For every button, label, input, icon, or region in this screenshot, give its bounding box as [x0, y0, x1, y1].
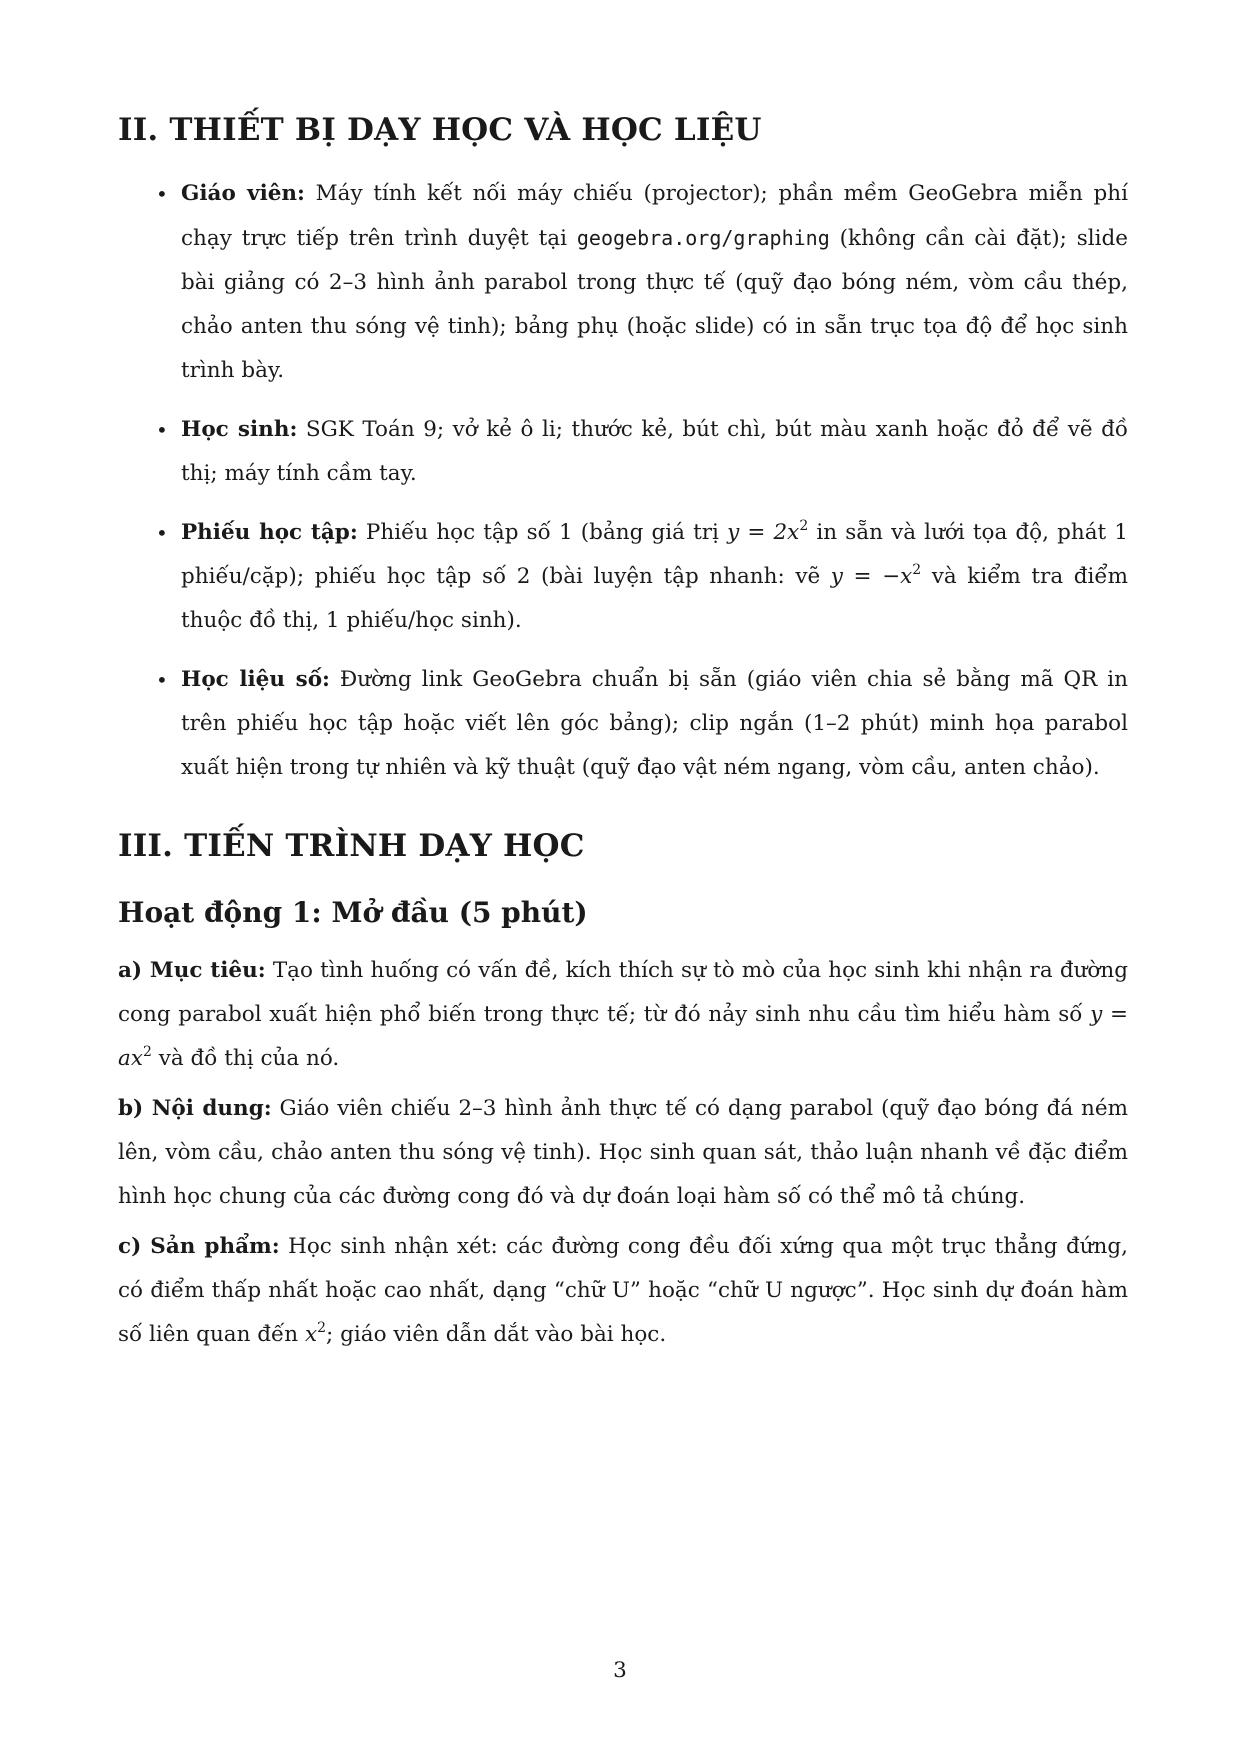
section-heading-process: III. TIẾN TRÌNH DẠY HỌC	[118, 828, 585, 864]
item-lead: Học sinh:	[181, 417, 298, 442]
list-item-digital	[118, 658, 1128, 790]
item-text: SGK Toán 9; vở kẻ ô li; thước kẻ, bút chì, bút màu xanh hoặc đỏ để vẽ đồ thị; máy tính cầm tay.	[181, 417, 1128, 486]
list-item-worksheet	[118, 511, 1128, 643]
equipment-list	[118, 172, 1128, 790]
section-heading-equipment: II. THIẾT BỊ DẠY HỌC VÀ HỌC LIỆU	[118, 112, 762, 148]
item-lead: Giáo viên:	[181, 181, 305, 206]
bullet-icon: •	[156, 418, 168, 442]
formula: $y = 2x^2$	[727, 518, 809, 545]
bullet-icon: •	[156, 668, 168, 692]
content-lead: b) Nội dung:	[118, 1096, 272, 1121]
goal-lead: a) Mục tiêu:	[118, 958, 266, 983]
product-paragraph: c) Sản phẩm: Học sinh nhận xét: các đường cong đều đối xứng qua một trục thẳng đứng, có điểm thấp nhất hoặc cao nhất, dạng “chữ U” hoặc “chữ U ngược”. Học sinh dự đoán hàm số liên quan đến $x^2$; giáo viên dẫn dắt vào bài học.	[118, 1234, 1128, 1347]
list-item-teacher	[118, 172, 1128, 393]
formula: $x^2$	[304, 1320, 327, 1347]
page-content	[118, 112, 1128, 1363]
geogebra-url: geogebra.org/graphing	[576, 226, 830, 250]
formula: $y = -x^2$	[830, 562, 922, 589]
item-lead: Học liệu số:	[181, 667, 330, 692]
bullet-icon: •	[156, 182, 168, 206]
list-item-student	[118, 408, 1128, 496]
item-text: in sẵn và lưới tọa độ, phát 1 phiếu/cặp); phiếu học tập số 2 (bài luyện tập nhanh: vẽ	[181, 520, 1128, 589]
item-text: và kiểm tra điểm thuộc đồ thị, 1 phiếu/học sinh).	[181, 564, 1128, 633]
item-text: Đường link GeoGebra chuẩn bị sẵn (giáo viên chia sẻ bằng mã QR in trên phiếu học tập hoặc viết lên góc bảng); clip ngắn (1–2 phút) minh họa parabol xuất hiện trong tự nhiên và kỹ thuật (quỹ đạo vật ném ngang, vòm cầu, anten chảo).	[181, 667, 1128, 780]
item-text: (không cần cài đặt); slide bài giảng có 2–3 hình ảnh parabol trong thực tế (quỹ đạo bóng ném, vòm cầu thép, chảo anten thu sóng vệ tinh); bảng phụ (hoặc slide) có in sẵn trục tọa độ để học sinh trình bày.	[181, 226, 1128, 383]
goal-paragraph: a) Mục tiêu: Tạo tình huống có vấn đề, kích thích sự tò mò của học sinh khi nhận ra đường cong parabol xuất hiện phổ biến trong thực tế; từ đó nảy sinh nhu cầu tìm hiểu hàm số $y = ax^2$ và đồ thị của nó.	[118, 958, 1129, 1071]
activity-heading: Hoạt động 1: Mở đầu (5 phút)	[118, 896, 588, 929]
bullet-icon: •	[156, 521, 168, 545]
item-lead: Phiếu học tập:	[181, 520, 358, 545]
product-lead: c) Sản phẩm:	[118, 1234, 280, 1259]
item-text: Phiếu học tập số 1 (bảng giá trị	[357, 520, 728, 545]
formula: $y = ax^2$	[118, 1002, 1129, 1071]
item-text: Máy tính kết nối máy chiếu (projector); phần mềm GeoGebra miễn phí chạy trực tiếp trên trình duyệt tại	[181, 181, 1128, 251]
page-number: 3	[613, 1658, 627, 1683]
content-paragraph: b) Nội dung: Giáo viên chiếu 2–3 hình ảnh thực tế có dạng parabol (quỹ đạo bóng đá ném lên, vòm cầu, chảo anten thu sóng vệ tinh). Học sinh quan sát, thảo luận nhanh về đặc điểm hình học chung của các đường cong đó và dự đoán loại hàm số có thể mô tả chúng.	[118, 1096, 1128, 1209]
